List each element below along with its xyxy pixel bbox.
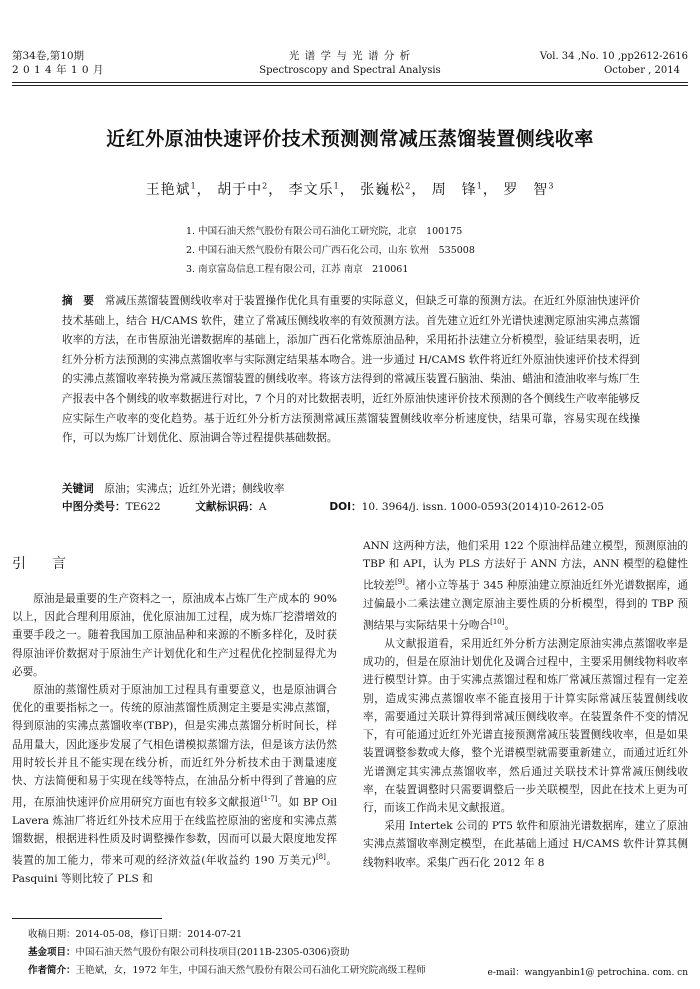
- fund-note: [28, 946, 350, 960]
- journal-title-cn: 光 谱 学 与 光 谱 分 析: [288, 50, 412, 62]
- keywords: [62, 480, 640, 500]
- body-paragraph: 采用 Intertek 公司的 PT5 软件和原油光谱数据库，建立了原油实沸点蒸馏收率测定模型，在此基础上通过 H/CAMS 软件计算其侧线物料收率。采集广西石化 2012 年 8: [363, 820, 688, 869]
- journal-title-en: Spectroscopy and Spectral Analysis: [259, 65, 441, 76]
- clc-value: TE622: [125, 501, 161, 513]
- abstract: [62, 292, 640, 449]
- citation-ref: [9]: [395, 578, 405, 587]
- paper-title: 近红外原油快速评价技术预测测常减压蒸馏装置侧线收率: [106, 128, 594, 150]
- author-email: e-mail：wangyanbin1@ petrochina. com. cn: [487, 968, 688, 978]
- bio-label: 作者简介：: [28, 965, 76, 976]
- author-bio: [28, 964, 426, 978]
- right-column: [363, 537, 688, 872]
- received-date: 收稿日期：2014-05-08，修订日期：2014-07-21: [28, 929, 243, 940]
- volume-pages-en: Vol. 34 ,No. 10 ,pp2612-2616: [539, 51, 688, 62]
- header-rule-bottom: [12, 85, 688, 86]
- classification-line: [62, 498, 662, 518]
- footnote-rule: [12, 918, 162, 919]
- keywords-label: 关键词: [62, 483, 94, 495]
- abstract-text: 常减压蒸馏装置侧线收率对于装置操作优化具有重要的实际意义，但缺乏可靠的预测方法。在近红外原油快速评价技术基础上，结合 H/CAMS 软件，建立了常减压侧线收率的有效预测方法。首先建立近红外光谱快速测定原油实沸点蒸馏收率的方法，在市售原油光谱数据库的基础上，添加广西石化常炼原油品种，采用拓扑法建立分析模型，验证结果表明，近红外分析方法预测的实沸点蒸馏收率与实际测定结果基本吻合。进一步通过 H/CAMS 软件将近红外原油快速评价技术得到的实沸点蒸馏收率转换为常减压蒸馏装置的侧线收率。将该方法得到的常减压装置石脑油、柴油、蜡油和渣油收率与炼厂生产报表中各个侧线的收率数据进行对比，7 个月的对比数据表明，近红外原油快速评价技术预测的各个侧线生产收率能够反应实际生产收率的变化趋势。基于近红外分析方法预测常减压蒸馏装置侧线收率分析速度快，结果可靠，容易实现在线操作，可以为炼厂计划优化、原油调合等过程提供基础数据。: [62, 295, 641, 445]
- bio-text: 王艳斌，女，1972 年生，中国石油天然气股份有限公司石油化工研究院高级工程师: [75, 965, 426, 976]
- doc-code-label: 文献标识码：: [195, 501, 259, 513]
- fund-label: 基金项目：: [28, 947, 76, 958]
- issue-date: 2 0 1 4 年 1 0 月: [12, 64, 104, 76]
- body-paragraph: 从文献报道看，采用近红外分析方法测定原油实沸点蒸馏收率是成功的，但是在原油计划优化及调合过程中，主要采用侧线物料收率进行模型计算。由于实沸点蒸馏过程和炼厂常减压蒸馏过程有一定差别，造成实沸点蒸馏收率不能直接用于计算实际常减压装置侧线收率，需要通过关联计算得到常减压侧线收率。在装置条件不变的情况下，有可能通过近红外光谱直接预测常减压装置侧线收率，但是如果装置调整参数或大修，整个光谱模型就需要重新建立，而通过近红外光谱测定其实沸点蒸馏收率，然后通过关联技术计算常减压侧线收率，在装置调整时只需要调整后一步关联模型，因此在技术上更为可行，而该工作尚未见文献报道。: [363, 638, 688, 814]
- volume-issue: 第34卷,第10期: [12, 50, 85, 62]
- body-paragraph: 原油的蒸馏性质对于原油加工过程具有重要意义，也是原油调合优化的重要指标之一。传统的原油蒸馏性质测定主要是实沸点蒸馏，得到原油的实沸点蒸馏收率(TBP)，但是实沸点蒸馏分析时间长，样品用量大，因此逐步发展了气相色谱模拟蒸馏方法，但是该方法仍然用时较长并且不能实现在线分析，而近红外分析技术由于测量速度快、方法简便和易于实现在线等特点，在油品分析中得到了普遍的应用，在原油快速评价应用研究方面也有较多文献报道[1-7]。如 BP Oil Lavera 炼油厂将近红外技术应用于在线监控原油的密度和实沸点蒸馏数据，根据进料性质及时调整操作参数，因而可以最大限度地发挥装置的加工能力，带来可观的经济效益(年收益约 190 万美元)[8]。Pasquini 等则比较了 PLS 和: [12, 684, 338, 886]
- affiliation: 1. 中国石油天然气股份有限公司石油化工研究院，北京 100175: [186, 226, 463, 237]
- author: 张巍松$^2$: [360, 181, 412, 198]
- author: 李文乐$^1$: [288, 181, 340, 198]
- fund-text: 中国石油天然气股份有限公司科技项目(2011B-2305-0306)资助: [75, 947, 350, 958]
- doi-value: 10. 3964/j. issn. 1000-0593(2014)10-2612-05: [361, 501, 605, 513]
- author: 罗 智$^3$: [503, 181, 555, 198]
- citation-ref: [10]: [490, 618, 505, 627]
- left-column: [12, 590, 337, 888]
- author: 胡于中$^2$: [217, 181, 269, 198]
- keywords-text: 原油；实沸点；近红外光谱；侧线收率: [104, 483, 285, 495]
- doc-code-value: A: [258, 501, 267, 513]
- body-paragraph: ANN 这两种方法，他们采用 122 个原油样品建立模型，预测原油的 TBP 和 API，认为 PLS 方法好于 ANN 方法，ANN 模型的稳健性比较差[9]。褚小立等基于 345 种原油建立原油近红外光谱数据库，通过偏最小二乘法建立测定原油主要性质的分析模型，得到的 TBP 预测结果与实际结果十分吻合[10]。: [363, 540, 689, 632]
- author-list: 王艳斌$^1$， 胡于中$^2$， 李文乐$^1$， 张巍松$^2$， 周 锋$^1$， 罗 智$^3$: [145, 181, 555, 198]
- affiliation: 3. 南京富岛信息工程有限公司，江苏 南京 210061: [186, 264, 409, 275]
- doi-label: DOI：: [329, 501, 362, 513]
- clc-label: 中图分类号：: [62, 501, 126, 513]
- section-heading: 引 言: [12, 556, 72, 572]
- author: 周 锋$^1$: [431, 181, 483, 198]
- citation-ref: [1-7]: [260, 795, 278, 804]
- issue-date-en: October , 2014: [604, 65, 680, 76]
- abstract-label: 摘 要: [62, 295, 95, 307]
- citation-ref: [8]: [315, 853, 326, 862]
- affiliation: 2. 中国石油天然气股份有限公司广西石化公司，山东 钦州 535008: [186, 245, 475, 256]
- author: 王艳斌$^1$: [145, 181, 197, 198]
- body-paragraph: 原油是最重要的生产资料之一，原油成本占炼厂生产成本的 90% 以上，因此合理利用原油，优化原油加工过程，成为炼厂挖潜增效的重要手段之一。随着我国加工原油品种和来源的不断多样化，及时获得原油评价数据对于原油生产计划优化和生产过程优化控制显得尤为必要。: [12, 593, 337, 678]
- header-rule-top: [12, 82, 688, 83]
